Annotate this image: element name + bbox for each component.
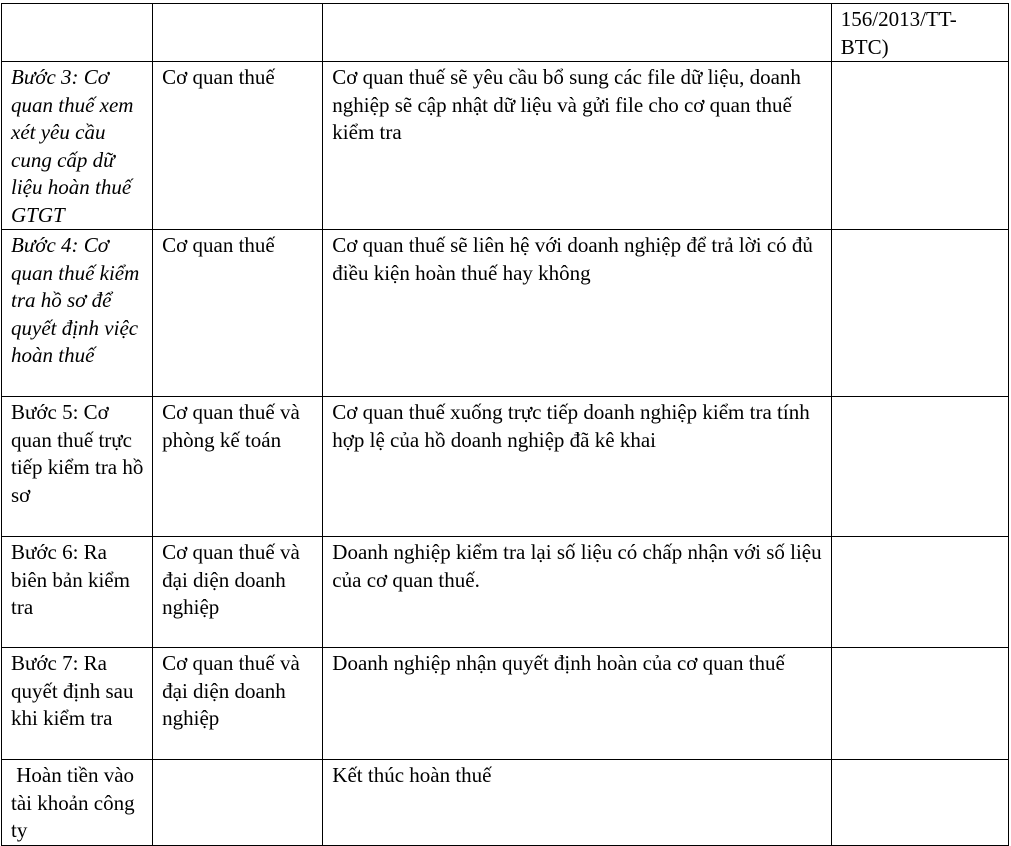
agency-cell [153, 760, 323, 846]
table-row [2, 230, 1009, 397]
description-cell: Cơ quan thuế xuống trực tiếp doanh nghiệp kiểm tra tính hợp lệ của hồ doanh nghiệp đã kê khai [323, 397, 832, 537]
description-cell: Cơ quan thuế sẽ liên hệ với doanh nghiệp để trả lời có đủ điều kiện hoàn thuế hay không [323, 230, 832, 397]
step-cell: Bước 7: Ra quyết định sau khi kiểm tra [2, 648, 153, 760]
note-cell: 156/2013/TT-BTC) [831, 4, 1008, 62]
table-row [2, 537, 1009, 648]
description-cell: Cơ quan thuế sẽ yêu cầu bổ sung các file dữ liệu, doanh nghiệp sẽ cập nhật dữ liệu và gửi file cho cơ quan thuế kiểm tra [323, 62, 832, 230]
table-row [2, 760, 1009, 846]
description-cell: Doanh nghiệp nhận quyết định hoàn của cơ quan thuế [323, 648, 832, 760]
step-cell: Hoàn tiền vào tài khoản công ty [2, 760, 153, 846]
table-row [2, 4, 1009, 62]
note-cell [831, 230, 1008, 397]
agency-cell: Cơ quan thuế [153, 230, 323, 397]
agency-cell: Cơ quan thuế và đại diện doanh nghiệp [153, 648, 323, 760]
note-cell [831, 62, 1008, 230]
tax-refund-steps-table [1, 3, 1009, 846]
note-cell [831, 537, 1008, 648]
note-cell [831, 760, 1008, 846]
agency-cell: Cơ quan thuế và đại diện doanh nghiệp [153, 537, 323, 648]
step-cell: Bước 5: Cơ quan thuế trực tiếp kiểm tra hồ sơ [2, 397, 153, 537]
agency-cell: Cơ quan thuế và phòng kế toán [153, 397, 323, 537]
step-cell [2, 4, 153, 62]
step-cell: Bước 6: Ra biên bản kiểm tra [2, 537, 153, 648]
table-row [2, 62, 1009, 230]
step-cell: Bước 3: Cơ quan thuế xem xét yêu cầu cung cấp dữ liệu hoàn thuế GTGT [2, 62, 153, 230]
step-cell: Bước 4: Cơ quan thuế kiểm tra hồ sơ để quyết định việc hoàn thuế [2, 230, 153, 397]
description-cell [323, 4, 832, 62]
table-row [2, 648, 1009, 760]
agency-cell [153, 4, 323, 62]
description-cell: Kết thúc hoàn thuế [323, 760, 832, 846]
note-cell [831, 648, 1008, 760]
note-cell [831, 397, 1008, 537]
agency-cell: Cơ quan thuế [153, 62, 323, 230]
description-cell: Doanh nghiệp kiểm tra lại số liệu có chấp nhận với số liệu của cơ quan thuế. [323, 537, 832, 648]
table-row [2, 397, 1009, 537]
